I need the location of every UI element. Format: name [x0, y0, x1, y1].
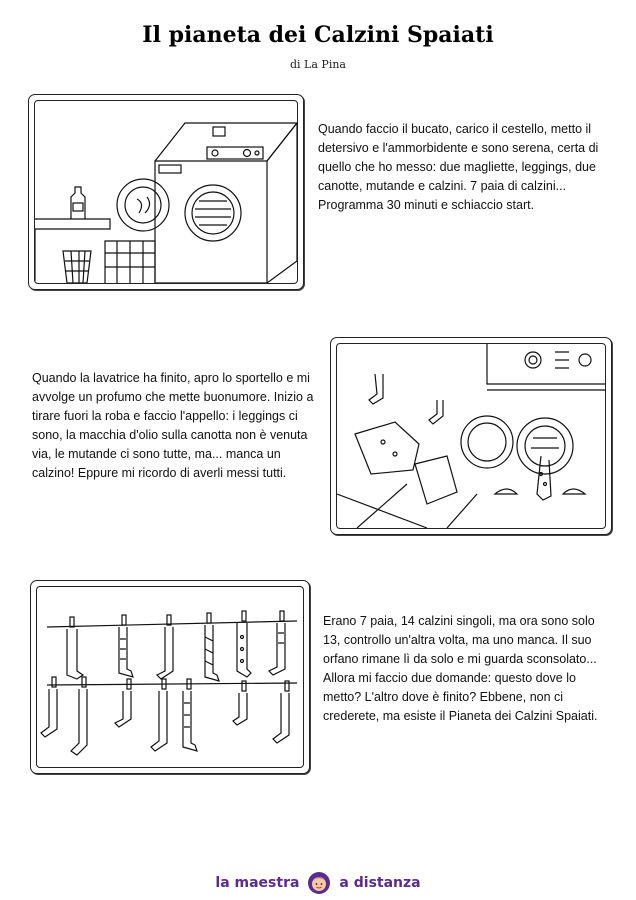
paragraph-2: Quando la lavatrice ha finito, apro lo sportello e mi avvolge un profumo che mette buonumore. Inizio a tirare fuori la roba e faccio l'appello: i leggings ci sono, la macchia d'olio sulla canotta non è venuta via, le mutande ci sono tutte, ma... manca un calzino! Eppure mi ricordo di averli messi tutti.: [32, 371, 314, 480]
paragraph-1: Quando faccio il bucato, carico il cestello, metto il detersivo e l'ammorbidente e sono serena, certa di quello che ho messo: due magliette, leggings, due canotte, mutande e calzini. 7 paia di calzini... Programma 30 minuti e schiaccio start.: [318, 122, 599, 212]
paragraph-3: Erano 7 paia, 14 calzini singoli, ma ora sono solo 13, controllo un'altra volta, ma uno manca. Il suo orfano rimane lì da solo e mi guarda sconsolato... Allora mi faccio due domande: questo dove lo metto? L'altro dove è finito? Ebbene, non ci crederete, ma esiste il Pianeta dei Calzini Spaiati.: [323, 614, 598, 723]
brand-text-left: la maestra: [215, 875, 300, 891]
teacher-avatar-icon: [307, 871, 331, 895]
author-line: di La Pina: [290, 58, 346, 71]
illustration-washing-machine: [28, 94, 304, 290]
brand-text-right: a distanza: [339, 875, 421, 891]
illustration-open-machine: [330, 337, 612, 535]
brand-footer: [0, 871, 636, 895]
illustration-clothesline: [30, 580, 310, 774]
page-title: Il pianeta dei Calzini Spaiati: [142, 22, 494, 48]
